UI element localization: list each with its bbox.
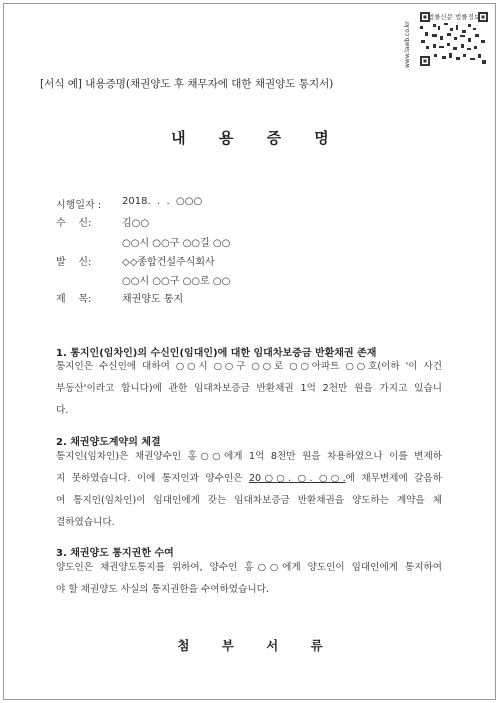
- section-1-line: 다.: [56, 405, 69, 416]
- subject-value: 채권양도 통지: [122, 294, 184, 305]
- section-1-title: 1. 통지인(임차인)의 수신인(임대인)에 대한 임대차보증금 반환채권 존재: [56, 348, 377, 359]
- qr-badge: 법률신문 법률정보: [427, 13, 481, 21]
- qr-code-icon: [418, 10, 490, 68]
- section-2-title: 2. 채권양도계약의 체결: [56, 437, 161, 448]
- section-2-line: 결하였습니다.: [56, 517, 115, 528]
- recipient-name: 김○○: [122, 218, 150, 229]
- sender-label: 발 신:: [56, 257, 92, 268]
- section-1-body: [56, 356, 442, 422]
- attachments-title: 첨 부 서 류: [177, 638, 337, 653]
- underlined-date: 20○○. ○. ○○.: [248, 473, 346, 484]
- recipient-label: 수 신:: [56, 218, 92, 229]
- sender-address: ○○시 ○○구 ○○로 ○○: [122, 276, 231, 287]
- date-value: 2018. . . ○○○: [122, 196, 203, 207]
- section-3-title: 3. 채권양도 통지권한 수여: [56, 548, 174, 559]
- section-3-line: 야 할 채권양도 사실의 통지권한을 수여하였습니다.: [56, 584, 269, 595]
- qr-side-text: www.lawb.co.kr: [404, 21, 411, 68]
- document-title: 내 용 증 명: [171, 129, 343, 147]
- section-1-line: 통지인은 수신인에 대하여 ○○시 ○○구 ○○로 ○○아파트 ○○호(이하 '이 사건: [56, 361, 442, 372]
- recipient-address: ○○시 ○○구 ○○길 ○○: [122, 238, 231, 249]
- form-label: [서식 예] 내용증명(채권양도 후 채무자에 대한 채권양도 통지서): [40, 78, 334, 90]
- sender-name: ◇◇종합건설주식회사: [122, 257, 215, 268]
- section-2-body: [56, 446, 442, 534]
- section-2-line: 여 통지인(임차인)이 임대인에게 갖는 임대차보증금 반환채권을 양도하는 계약을 체: [56, 495, 442, 506]
- section-3-body: [56, 557, 442, 601]
- date-label: 시행일자 :: [56, 200, 102, 211]
- subject-label: 제 목:: [56, 294, 92, 305]
- section-3-line: 양도인은 채권양도통지를 위하여, 양수인 홍○○에게 양도인이 임대인에게 통지하여: [56, 562, 442, 573]
- section-2-line: 지 못하였습니다. 이에 통지인과 양수인은 20○○. ○. ○○.에 채무변제에 갈음하: [56, 473, 442, 484]
- section-2-line: 통지인(임차인)은 채권양수인 홍○○에게 1억 8천만 원을 차용하였으나 이를 변제하: [56, 451, 442, 462]
- section-1-line: 부동산'이라고 합니다)에 관한 임대차보증금 반환채권 1억 2천만 원을 가지고 있습니: [56, 383, 442, 394]
